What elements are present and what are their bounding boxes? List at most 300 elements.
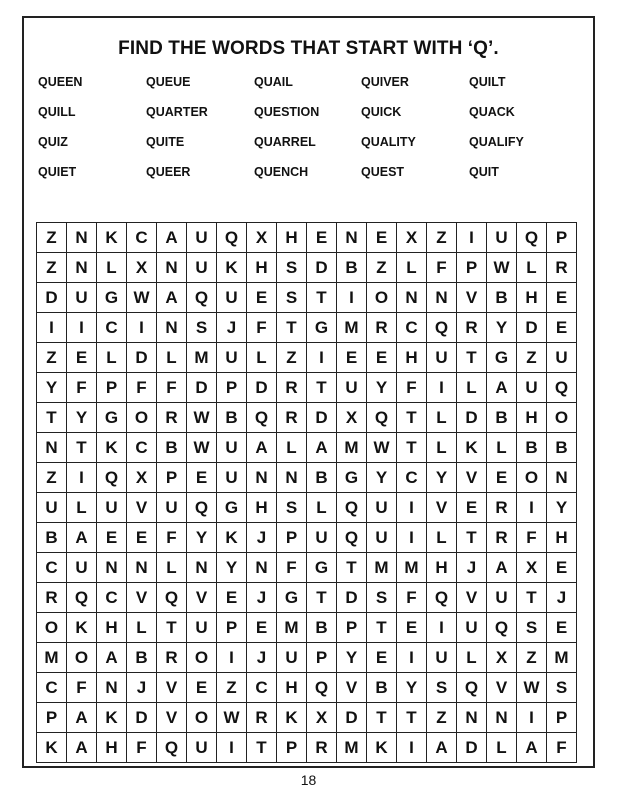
grid-cell[interactable]: V	[157, 703, 187, 733]
grid-cell[interactable]: G	[337, 463, 367, 493]
grid-cell[interactable]: M	[337, 733, 367, 763]
grid-cell[interactable]: L	[427, 403, 457, 433]
grid-cell[interactable]: E	[127, 523, 157, 553]
grid-cell[interactable]: E	[67, 343, 97, 373]
grid-cell[interactable]: I	[67, 463, 97, 493]
grid-cell[interactable]: J	[217, 313, 247, 343]
grid-cell[interactable]: I	[67, 313, 97, 343]
grid-cell[interactable]: X	[247, 223, 277, 253]
grid-cell[interactable]: X	[127, 253, 157, 283]
grid-cell[interactable]: L	[247, 343, 277, 373]
grid-cell[interactable]: U	[367, 523, 397, 553]
grid-cell[interactable]: C	[127, 433, 157, 463]
grid-cell[interactable]: E	[487, 463, 517, 493]
grid-cell[interactable]: Z	[427, 223, 457, 253]
grid-cell[interactable]: Z	[427, 703, 457, 733]
grid-cell[interactable]: P	[217, 613, 247, 643]
grid-cell[interactable]: N	[247, 553, 277, 583]
grid-cell[interactable]: A	[157, 223, 187, 253]
grid-cell[interactable]: Y	[367, 463, 397, 493]
grid-cell[interactable]: W	[217, 703, 247, 733]
grid-cell[interactable]: L	[457, 373, 487, 403]
grid-cell[interactable]: M	[37, 643, 67, 673]
grid-cell[interactable]: T	[397, 433, 427, 463]
grid-cell[interactable]: M	[367, 553, 397, 583]
grid-cell[interactable]: I	[397, 493, 427, 523]
grid-cell[interactable]: V	[127, 583, 157, 613]
grid-cell[interactable]: U	[517, 373, 547, 403]
grid-cell[interactable]: J	[247, 523, 277, 553]
grid-cell[interactable]: B	[337, 253, 367, 283]
grid-cell[interactable]: U	[277, 643, 307, 673]
grid-cell[interactable]: L	[397, 253, 427, 283]
grid-cell[interactable]: N	[397, 283, 427, 313]
grid-cell[interactable]: L	[427, 433, 457, 463]
grid-cell[interactable]: Z	[37, 223, 67, 253]
grid-cell[interactable]: U	[337, 373, 367, 403]
grid-cell[interactable]: M	[547, 643, 577, 673]
grid-cell[interactable]: B	[487, 403, 517, 433]
grid-cell[interactable]: U	[217, 343, 247, 373]
grid-cell[interactable]: L	[517, 253, 547, 283]
grid-cell[interactable]: C	[397, 463, 427, 493]
grid-cell[interactable]: I	[427, 613, 457, 643]
grid-cell[interactable]: S	[427, 673, 457, 703]
grid-cell[interactable]: A	[517, 733, 547, 763]
grid-cell[interactable]: R	[157, 643, 187, 673]
grid-cell[interactable]: B	[307, 463, 337, 493]
grid-cell[interactable]: A	[67, 703, 97, 733]
grid-cell[interactable]: L	[427, 523, 457, 553]
grid-cell[interactable]: T	[397, 403, 427, 433]
grid-cell[interactable]: A	[67, 733, 97, 763]
grid-cell[interactable]: Z	[37, 253, 67, 283]
grid-cell[interactable]: C	[97, 583, 127, 613]
grid-cell[interactable]: Y	[397, 673, 427, 703]
grid-cell[interactable]: Z	[367, 253, 397, 283]
grid-cell[interactable]: U	[427, 343, 457, 373]
grid-cell[interactable]: C	[247, 673, 277, 703]
grid-cell[interactable]: K	[217, 523, 247, 553]
grid-cell[interactable]: E	[367, 343, 397, 373]
grid-cell[interactable]: N	[97, 553, 127, 583]
grid-cell[interactable]: U	[217, 283, 247, 313]
grid-cell[interactable]: Y	[547, 493, 577, 523]
grid-cell[interactable]: K	[457, 433, 487, 463]
grid-cell[interactable]: K	[217, 253, 247, 283]
grid-cell[interactable]: D	[457, 733, 487, 763]
grid-cell[interactable]: U	[37, 493, 67, 523]
grid-cell[interactable]: A	[307, 433, 337, 463]
grid-cell[interactable]: N	[187, 553, 217, 583]
grid-cell[interactable]: B	[517, 433, 547, 463]
grid-cell[interactable]: I	[517, 493, 547, 523]
grid-cell[interactable]: F	[397, 373, 427, 403]
grid-cell[interactable]: Q	[547, 373, 577, 403]
grid-cell[interactable]: K	[97, 223, 127, 253]
grid-cell[interactable]: Y	[427, 463, 457, 493]
grid-cell[interactable]: G	[97, 403, 127, 433]
grid-cell[interactable]: S	[277, 253, 307, 283]
grid-cell[interactable]: N	[157, 253, 187, 283]
grid-cell[interactable]: E	[187, 463, 217, 493]
grid-cell[interactable]: O	[547, 403, 577, 433]
grid-cell[interactable]: Q	[427, 583, 457, 613]
grid-cell[interactable]: T	[457, 343, 487, 373]
grid-cell[interactable]: U	[427, 643, 457, 673]
grid-cell[interactable]: S	[367, 583, 397, 613]
grid-cell[interactable]: Q	[67, 583, 97, 613]
grid-cell[interactable]: O	[67, 643, 97, 673]
grid-cell[interactable]: F	[247, 313, 277, 343]
grid-cell[interactable]: B	[307, 613, 337, 643]
grid-cell[interactable]: E	[337, 343, 367, 373]
grid-cell[interactable]: N	[427, 283, 457, 313]
grid-cell[interactable]: E	[367, 223, 397, 253]
grid-cell[interactable]: R	[307, 733, 337, 763]
grid-cell[interactable]: U	[487, 583, 517, 613]
grid-cell[interactable]: U	[187, 223, 217, 253]
grid-cell[interactable]: S	[277, 283, 307, 313]
grid-cell[interactable]: L	[97, 343, 127, 373]
grid-cell[interactable]: H	[397, 343, 427, 373]
grid-cell[interactable]: A	[67, 523, 97, 553]
grid-cell[interactable]: V	[487, 673, 517, 703]
grid-cell[interactable]: S	[547, 673, 577, 703]
grid-cell[interactable]: D	[517, 313, 547, 343]
grid-cell[interactable]: W	[187, 403, 217, 433]
grid-cell[interactable]: L	[487, 733, 517, 763]
grid-cell[interactable]: D	[457, 403, 487, 433]
grid-cell[interactable]: P	[457, 253, 487, 283]
grid-cell[interactable]: U	[97, 493, 127, 523]
grid-cell[interactable]: C	[37, 553, 67, 583]
grid-cell[interactable]: N	[67, 253, 97, 283]
grid-cell[interactable]: D	[337, 703, 367, 733]
grid-cell[interactable]: F	[127, 733, 157, 763]
grid-cell[interactable]: B	[367, 673, 397, 703]
grid-cell[interactable]: T	[397, 703, 427, 733]
grid-cell[interactable]: N	[157, 313, 187, 343]
grid-cell[interactable]: F	[127, 373, 157, 403]
grid-cell[interactable]: H	[517, 403, 547, 433]
grid-cell[interactable]: A	[487, 553, 517, 583]
grid-cell[interactable]: J	[247, 583, 277, 613]
grid-cell[interactable]: Q	[187, 283, 217, 313]
grid-cell[interactable]: Z	[277, 343, 307, 373]
grid-cell[interactable]: C	[37, 673, 67, 703]
grid-cell[interactable]: R	[457, 313, 487, 343]
grid-cell[interactable]: W	[187, 433, 217, 463]
grid-cell[interactable]: N	[337, 223, 367, 253]
grid-cell[interactable]: E	[307, 223, 337, 253]
grid-cell[interactable]: J	[457, 553, 487, 583]
grid-cell[interactable]: Z	[517, 343, 547, 373]
grid-cell[interactable]: M	[337, 313, 367, 343]
grid-cell[interactable]: U	[217, 433, 247, 463]
grid-cell[interactable]: T	[307, 583, 337, 613]
grid-cell[interactable]: E	[547, 613, 577, 643]
grid-cell[interactable]: G	[217, 493, 247, 523]
grid-cell[interactable]: E	[97, 523, 127, 553]
grid-cell[interactable]: Q	[367, 403, 397, 433]
grid-cell[interactable]: T	[517, 583, 547, 613]
grid-cell[interactable]: T	[37, 403, 67, 433]
grid-cell[interactable]: T	[307, 373, 337, 403]
grid-cell[interactable]: F	[67, 673, 97, 703]
grid-cell[interactable]: X	[487, 643, 517, 673]
grid-cell[interactable]: Q	[247, 403, 277, 433]
grid-cell[interactable]: B	[547, 433, 577, 463]
grid-cell[interactable]: U	[187, 613, 217, 643]
grid-cell[interactable]: F	[547, 733, 577, 763]
grid-cell[interactable]: M	[337, 433, 367, 463]
grid-cell[interactable]: M	[397, 553, 427, 583]
grid-cell[interactable]: B	[157, 433, 187, 463]
grid-cell[interactable]: U	[67, 553, 97, 583]
grid-cell[interactable]: Y	[487, 313, 517, 343]
grid-cell[interactable]: R	[157, 403, 187, 433]
grid-cell[interactable]: L	[67, 493, 97, 523]
grid-cell[interactable]: M	[187, 343, 217, 373]
grid-cell[interactable]: Q	[187, 493, 217, 523]
grid-cell[interactable]: T	[277, 313, 307, 343]
grid-cell[interactable]: D	[127, 343, 157, 373]
grid-cell[interactable]: V	[187, 583, 217, 613]
grid-cell[interactable]: V	[337, 673, 367, 703]
grid-cell[interactable]: X	[307, 703, 337, 733]
grid-cell[interactable]: P	[217, 373, 247, 403]
grid-cell[interactable]: V	[457, 583, 487, 613]
grid-cell[interactable]: X	[397, 223, 427, 253]
grid-cell[interactable]: P	[547, 223, 577, 253]
grid-cell[interactable]: L	[487, 433, 517, 463]
grid-cell[interactable]: H	[277, 673, 307, 703]
grid-cell[interactable]: F	[277, 553, 307, 583]
grid-cell[interactable]: K	[97, 703, 127, 733]
grid-cell[interactable]: U	[157, 493, 187, 523]
grid-cell[interactable]: G	[307, 313, 337, 343]
grid-cell[interactable]: G	[487, 343, 517, 373]
grid-cell[interactable]: Y	[37, 373, 67, 403]
grid-cell[interactable]: W	[127, 283, 157, 313]
grid-cell[interactable]: P	[97, 373, 127, 403]
grid-cell[interactable]: U	[67, 283, 97, 313]
grid-cell[interactable]: D	[337, 583, 367, 613]
grid-cell[interactable]: T	[67, 433, 97, 463]
grid-cell[interactable]: P	[307, 643, 337, 673]
grid-cell[interactable]: N	[457, 703, 487, 733]
grid-cell[interactable]: U	[457, 613, 487, 643]
grid-cell[interactable]: V	[457, 463, 487, 493]
grid-cell[interactable]: T	[337, 553, 367, 583]
grid-cell[interactable]: D	[307, 253, 337, 283]
grid-cell[interactable]: U	[547, 343, 577, 373]
grid-cell[interactable]: Q	[337, 493, 367, 523]
grid-cell[interactable]: E	[367, 643, 397, 673]
grid-cell[interactable]: K	[37, 733, 67, 763]
grid-cell[interactable]: Y	[367, 373, 397, 403]
grid-cell[interactable]: E	[547, 313, 577, 343]
grid-cell[interactable]: E	[247, 613, 277, 643]
grid-cell[interactable]: P	[277, 733, 307, 763]
grid-cell[interactable]: D	[127, 703, 157, 733]
grid-cell[interactable]: I	[397, 733, 427, 763]
grid-cell[interactable]: I	[457, 223, 487, 253]
grid-cell[interactable]: A	[427, 733, 457, 763]
grid-cell[interactable]: T	[247, 733, 277, 763]
grid-cell[interactable]: G	[307, 553, 337, 583]
grid-cell[interactable]: V	[457, 283, 487, 313]
grid-cell[interactable]: U	[307, 523, 337, 553]
grid-cell[interactable]: R	[277, 373, 307, 403]
grid-cell[interactable]: H	[277, 223, 307, 253]
grid-cell[interactable]: O	[187, 643, 217, 673]
grid-cell[interactable]: Q	[157, 733, 187, 763]
grid-cell[interactable]: E	[547, 283, 577, 313]
grid-cell[interactable]: I	[37, 313, 67, 343]
grid-cell[interactable]: V	[127, 493, 157, 523]
grid-cell[interactable]: S	[187, 313, 217, 343]
grid-cell[interactable]: Y	[337, 643, 367, 673]
grid-cell[interactable]: H	[517, 283, 547, 313]
grid-cell[interactable]: A	[157, 283, 187, 313]
grid-cell[interactable]: Z	[37, 463, 67, 493]
grid-cell[interactable]: U	[187, 253, 217, 283]
grid-cell[interactable]: U	[217, 463, 247, 493]
grid-cell[interactable]: U	[367, 493, 397, 523]
grid-cell[interactable]: S	[517, 613, 547, 643]
grid-cell[interactable]: D	[307, 403, 337, 433]
grid-cell[interactable]: N	[67, 223, 97, 253]
grid-cell[interactable]: Q	[157, 583, 187, 613]
grid-cell[interactable]: L	[307, 493, 337, 523]
grid-cell[interactable]: U	[187, 733, 217, 763]
grid-cell[interactable]: Q	[337, 523, 367, 553]
grid-cell[interactable]: B	[37, 523, 67, 553]
grid-cell[interactable]: B	[127, 643, 157, 673]
grid-cell[interactable]: F	[517, 523, 547, 553]
grid-cell[interactable]: H	[247, 253, 277, 283]
grid-cell[interactable]: Y	[187, 523, 217, 553]
grid-cell[interactable]: S	[277, 493, 307, 523]
grid-cell[interactable]: D	[247, 373, 277, 403]
grid-cell[interactable]: A	[247, 433, 277, 463]
grid-cell[interactable]: I	[217, 733, 247, 763]
grid-cell[interactable]: U	[487, 223, 517, 253]
grid-cell[interactable]: I	[517, 703, 547, 733]
grid-cell[interactable]: F	[157, 373, 187, 403]
grid-cell[interactable]: V	[157, 673, 187, 703]
grid-cell[interactable]: H	[97, 733, 127, 763]
grid-cell[interactable]: I	[397, 523, 427, 553]
grid-cell[interactable]: R	[277, 403, 307, 433]
grid-cell[interactable]: P	[337, 613, 367, 643]
grid-cell[interactable]: R	[487, 493, 517, 523]
grid-cell[interactable]: C	[97, 313, 127, 343]
grid-cell[interactable]: R	[247, 703, 277, 733]
grid-cell[interactable]: F	[67, 373, 97, 403]
grid-cell[interactable]: Y	[217, 553, 247, 583]
grid-cell[interactable]: P	[547, 703, 577, 733]
grid-cell[interactable]: E	[187, 673, 217, 703]
grid-cell[interactable]: Q	[487, 613, 517, 643]
grid-cell[interactable]: X	[517, 553, 547, 583]
grid-cell[interactable]: O	[37, 613, 67, 643]
grid-cell[interactable]: I	[397, 643, 427, 673]
grid-cell[interactable]: R	[547, 253, 577, 283]
grid-cell[interactable]: I	[127, 313, 157, 343]
grid-cell[interactable]: H	[427, 553, 457, 583]
grid-cell[interactable]: V	[427, 493, 457, 523]
grid-cell[interactable]: H	[97, 613, 127, 643]
grid-cell[interactable]: I	[337, 283, 367, 313]
grid-cell[interactable]: T	[367, 703, 397, 733]
grid-cell[interactable]: Q	[427, 313, 457, 343]
grid-cell[interactable]: T	[367, 613, 397, 643]
grid-cell[interactable]: N	[277, 463, 307, 493]
grid-cell[interactable]: E	[247, 283, 277, 313]
grid-cell[interactable]: O	[187, 703, 217, 733]
grid-cell[interactable]: N	[127, 553, 157, 583]
grid-cell[interactable]: K	[97, 433, 127, 463]
grid-cell[interactable]: I	[217, 643, 247, 673]
grid-cell[interactable]: M	[277, 613, 307, 643]
grid-cell[interactable]: K	[367, 733, 397, 763]
grid-cell[interactable]: G	[97, 283, 127, 313]
grid-cell[interactable]: I	[427, 373, 457, 403]
grid-cell[interactable]: F	[157, 523, 187, 553]
grid-cell[interactable]: K	[67, 613, 97, 643]
grid-cell[interactable]: T	[307, 283, 337, 313]
grid-cell[interactable]: E	[397, 613, 427, 643]
grid-cell[interactable]: D	[187, 373, 217, 403]
grid-cell[interactable]: J	[547, 583, 577, 613]
grid-cell[interactable]: J	[247, 643, 277, 673]
grid-cell[interactable]: P	[277, 523, 307, 553]
grid-cell[interactable]: E	[217, 583, 247, 613]
grid-cell[interactable]: C	[397, 313, 427, 343]
grid-cell[interactable]: A	[487, 373, 517, 403]
grid-cell[interactable]: W	[487, 253, 517, 283]
grid-cell[interactable]: O	[127, 403, 157, 433]
grid-cell[interactable]: D	[37, 283, 67, 313]
grid-cell[interactable]: L	[157, 343, 187, 373]
grid-cell[interactable]: N	[37, 433, 67, 463]
grid-cell[interactable]: O	[367, 283, 397, 313]
grid-cell[interactable]: I	[307, 343, 337, 373]
grid-cell[interactable]: O	[517, 463, 547, 493]
grid-cell[interactable]: E	[547, 553, 577, 583]
grid-cell[interactable]: N	[247, 463, 277, 493]
grid-cell[interactable]: B	[217, 403, 247, 433]
grid-cell[interactable]: Q	[307, 673, 337, 703]
grid-cell[interactable]: W	[517, 673, 547, 703]
grid-cell[interactable]: Z	[37, 343, 67, 373]
grid-cell[interactable]: P	[37, 703, 67, 733]
grid-cell[interactable]: R	[367, 313, 397, 343]
grid-cell[interactable]: Z	[517, 643, 547, 673]
grid-cell[interactable]: Z	[217, 673, 247, 703]
grid-cell[interactable]: Q	[217, 223, 247, 253]
grid-cell[interactable]: B	[487, 283, 517, 313]
grid-cell[interactable]: T	[157, 613, 187, 643]
grid-cell[interactable]: H	[247, 493, 277, 523]
grid-cell[interactable]: L	[457, 643, 487, 673]
grid-cell[interactable]: Q	[457, 673, 487, 703]
grid-cell[interactable]: L	[97, 253, 127, 283]
grid-cell[interactable]: Q	[517, 223, 547, 253]
